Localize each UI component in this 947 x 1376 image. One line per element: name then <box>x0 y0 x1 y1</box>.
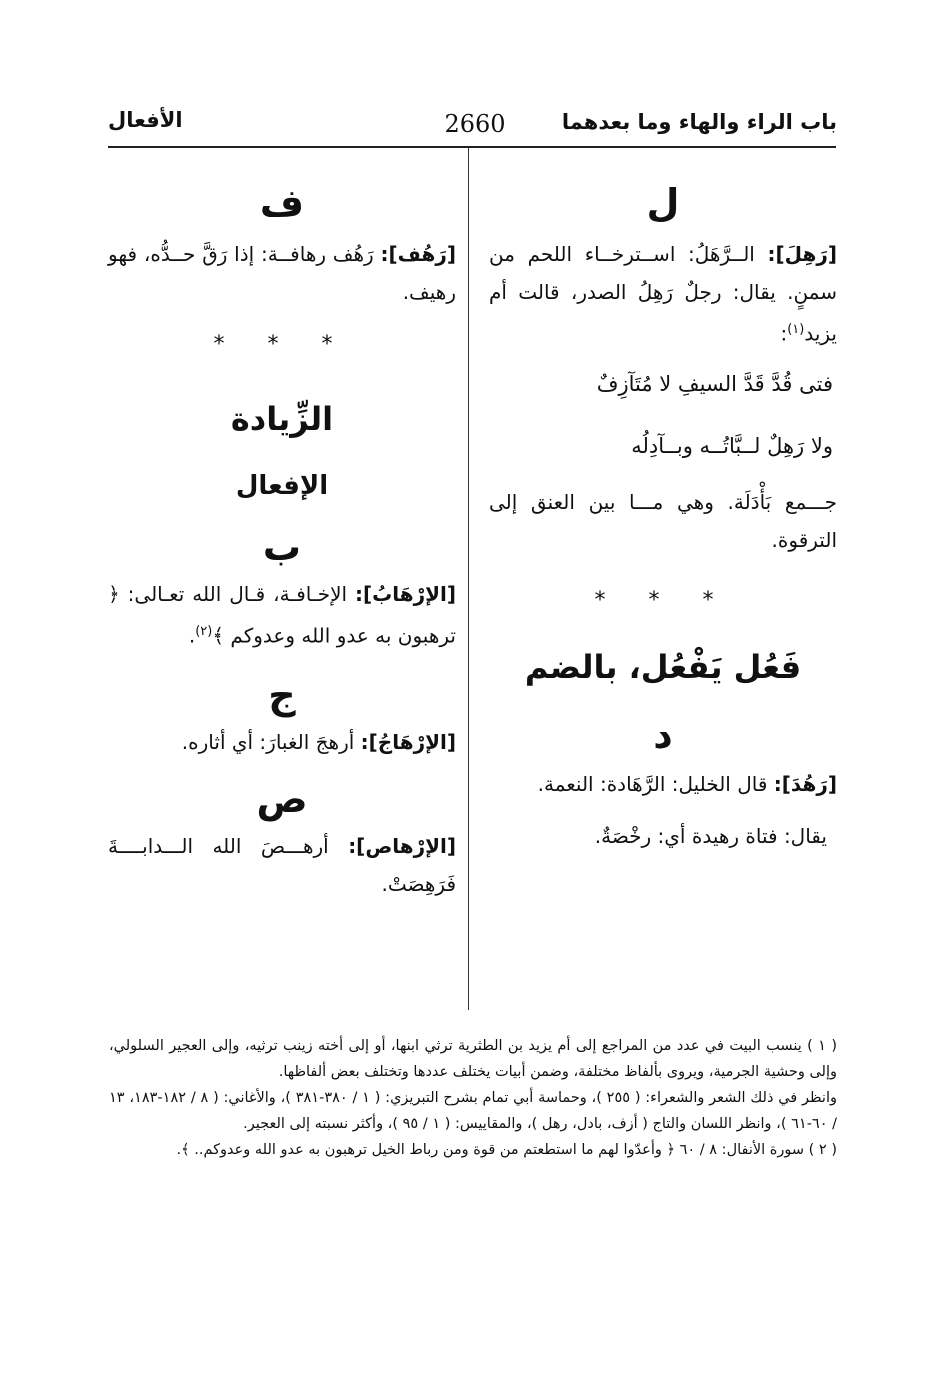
entry-rahud <box>489 765 837 803</box>
entry-rahil <box>489 235 837 353</box>
entry-headword: [رَهِلَ]: <box>767 242 837 266</box>
section-title: فَعُل يَفْعُل، بالضم <box>524 647 802 686</box>
letter-heading-fa: ف <box>259 181 305 225</box>
footnote-2: ( ٢ ) سورة الأنفال: ٨ / ٦٠ ﴿ وأعدّوا لهم ما استطعتم من قوة ومن رباط الخيل ترهبون به عدو الله وعدوكم.. ﴾. <box>176 1142 837 1158</box>
letter-heading-sad: ص <box>256 776 308 821</box>
footnote-ref: (١) <box>787 322 805 337</box>
letter-heading-ba: ب <box>262 525 302 569</box>
entry-headword: [رَهُدَ]: <box>773 771 837 796</box>
entry-punct: . <box>188 623 196 648</box>
footnote-1: ( ١ ) ينسب البيت في عدد من المراجع إلى أم يزيد بن الطثرية ترثي ابنها، أو إلى أخته زينب ترثيه، وإلى العجير السلولي، وإلى وحشية الجرمية، ويروى بألفاظ مختلفة، وضمن أبيات يختلف عددها وتختلف بعض ألفاظها. <box>109 1038 837 1080</box>
entry-headword: [رَهُف]: <box>380 242 456 266</box>
entry-text: أرهجَ الغبارَ: أي أثاره. <box>181 729 355 754</box>
footnote-ref: (٢) <box>195 624 213 639</box>
entry-irhaj <box>108 723 456 761</box>
chapter-header: باب الراء والهاء وما بعدهما <box>561 110 837 134</box>
section-title: الزِّيادة <box>230 400 334 438</box>
letter-heading-jim: ج <box>268 672 296 717</box>
letter-heading-lam: ل <box>646 181 680 225</box>
right-column <box>489 175 837 855</box>
entry-text: الــرَّهَلُ: اســترخــاء اللحم من سمنٍ. يقال: رجلٌ رَهِلُ الصدر، قالت أم يزيد <box>489 242 837 346</box>
verse-line-2: ولا رَهِلٌ لــبَّاتُــه وبــآدِلُه <box>631 433 833 458</box>
page-number: 2660 <box>444 110 506 138</box>
subsection-title: الإفعال <box>235 471 329 501</box>
entry-text: أرهـــصَ الله الـــدابــــةَ فَرَهِصَتْ. <box>108 833 456 896</box>
entry-headword: [الإرْهَابُ]: <box>354 582 456 606</box>
column-divider <box>468 148 469 1010</box>
entry-text: قال الخليل: الرَّهَادة: النعمة. <box>537 771 768 796</box>
entry-punct: : <box>780 321 788 346</box>
separator-stars: * * * <box>594 587 732 613</box>
entry-rahuf <box>108 235 456 311</box>
left-column <box>108 175 456 903</box>
separator-stars: * * * <box>213 332 351 357</box>
entry-headword: [الإرْهاص]: <box>348 833 457 858</box>
entry-rahud-cont: يقال: فتاة رهيدة أي: رخْصَةٌ. <box>594 823 827 848</box>
entry-text: الإخـافـة، قـال الله تعـالى: ﴿ ترهبون به عدو الله وعدوكم ﴾ <box>108 582 456 648</box>
footnote-1-cont: وانظر في ذلك الشعر والشعراء: ( ٢٥٥ )، وحماسة أبي تمام بشرح التبريزي: ( ١ / ٣٨٠-٣٨١ )، والأغاني: ( ٨ / ١٨٢-١٨٣، ١٣ / ٦٠-٦١ )، وانظر اللسان والتاج ( أزف، بادل، رهل )، والمقاييس: ( ١ / ٩٥ )، وأكثر نسبته إلى العجير. <box>109 1090 837 1132</box>
section-header: الأفعال <box>108 108 183 132</box>
entry-headword: [الإرْهَاجُ]: <box>360 729 456 754</box>
verse-line-1: فتى قُدَّ قَدَّ السيفِ لا مُتَآزِفٌ <box>596 371 833 396</box>
entry-text: رَهُف رهافــة: إذا رَقَّ حــدُّه، فهو رهيف. <box>108 242 456 304</box>
entry-rahil-cont: جـــمع بَأْدَلَة. وهي مـــا بين العنق إلى الترقوة. <box>489 489 837 552</box>
letter-heading-dal: د <box>653 712 673 757</box>
footnotes <box>109 1033 837 1163</box>
entry-irhab <box>108 575 456 655</box>
entry-irhas <box>108 827 456 903</box>
header-rule <box>108 146 836 148</box>
